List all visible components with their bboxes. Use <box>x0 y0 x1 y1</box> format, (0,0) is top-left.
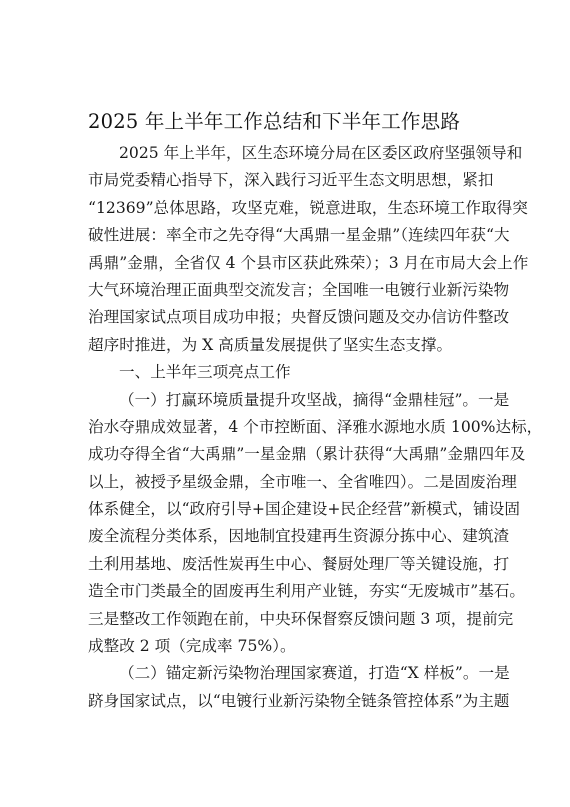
document-title: 2025 年上半年工作总结和下半年工作思路 <box>88 110 461 133</box>
section-heading: 一、上半年三项亮点工作 <box>119 363 291 382</box>
text-line: 土利用基地、废活性炭再生中心、餐厨处理厂等关键设施，打 <box>88 554 510 573</box>
text-line: 禹鼎”金鼎，全省仅 4 个县市区获此殊荣）；3 月在市局大会上作 <box>88 253 529 272</box>
text-line: 成功夺得全省“大禹鼎”一星金鼎（累计获得“大禹鼎”金鼎四年及 <box>88 445 526 464</box>
text-line: 超序时推进，为 X 高质量发展提供了坚实生态支撑。 <box>88 335 453 354</box>
document-body <box>88 140 543 715</box>
text-line: 以上，被授予星级金鼎，全市唯一、全省唯四）。二是固废治理 <box>88 472 517 491</box>
text-line: 2025 年上半年，区生态环境分局在区委区政府坚强领导和 <box>119 144 523 162</box>
text-line: 造全市门类最全的固废再生利用产业链，夯实“无废城市”基石。 <box>88 582 525 601</box>
text-line: 体系健全，以“政府引导+国企建设+民企经营”新模式，铺设固 <box>88 500 520 519</box>
text-line: （二）锚定新污染物治理国家赛道，打造“X 样板”。一是 <box>119 664 510 683</box>
text-line: 治水夺鼎成效显著，4 个市控断面、泽雅水源地水质 100%达标， <box>88 417 543 436</box>
text-line: 跻身国家试点，以“电镀行业新污染物全链条管控体系”为主题 <box>88 691 510 710</box>
text-line: 破性进展：率全市之先夺得“大禹鼎一星金鼎”（连续四年获“大 <box>88 226 510 245</box>
text-line: 大气环境治理正面典型交流发言；全国唯一电镀行业新污染物 <box>88 280 510 299</box>
text-line: （一）打赢环境质量提升攻坚战，摘得“金鼎桂冠”。一是 <box>119 390 510 409</box>
text-line: 市局党委精心指导下，深入践行习近平生态文明思想，紧扣 <box>88 171 494 190</box>
text-line: 治理国家试点项目成功申报；央督反馈问题及交办信访件整改 <box>88 308 510 327</box>
text-line: 成整改 2 项（完成率 75%）。 <box>88 637 296 656</box>
text-line: 三是整改工作领跑在前，中央环保督察反馈问题 3 项，提前完 <box>88 609 514 628</box>
text-line: “12369”总体思路，攻坚克难，锐意进取，生态环境工作取得突 <box>88 198 528 217</box>
text-line: 废全流程分类体系，因地制宜投建再生资源分拣中心、建筑渣 <box>88 527 510 546</box>
